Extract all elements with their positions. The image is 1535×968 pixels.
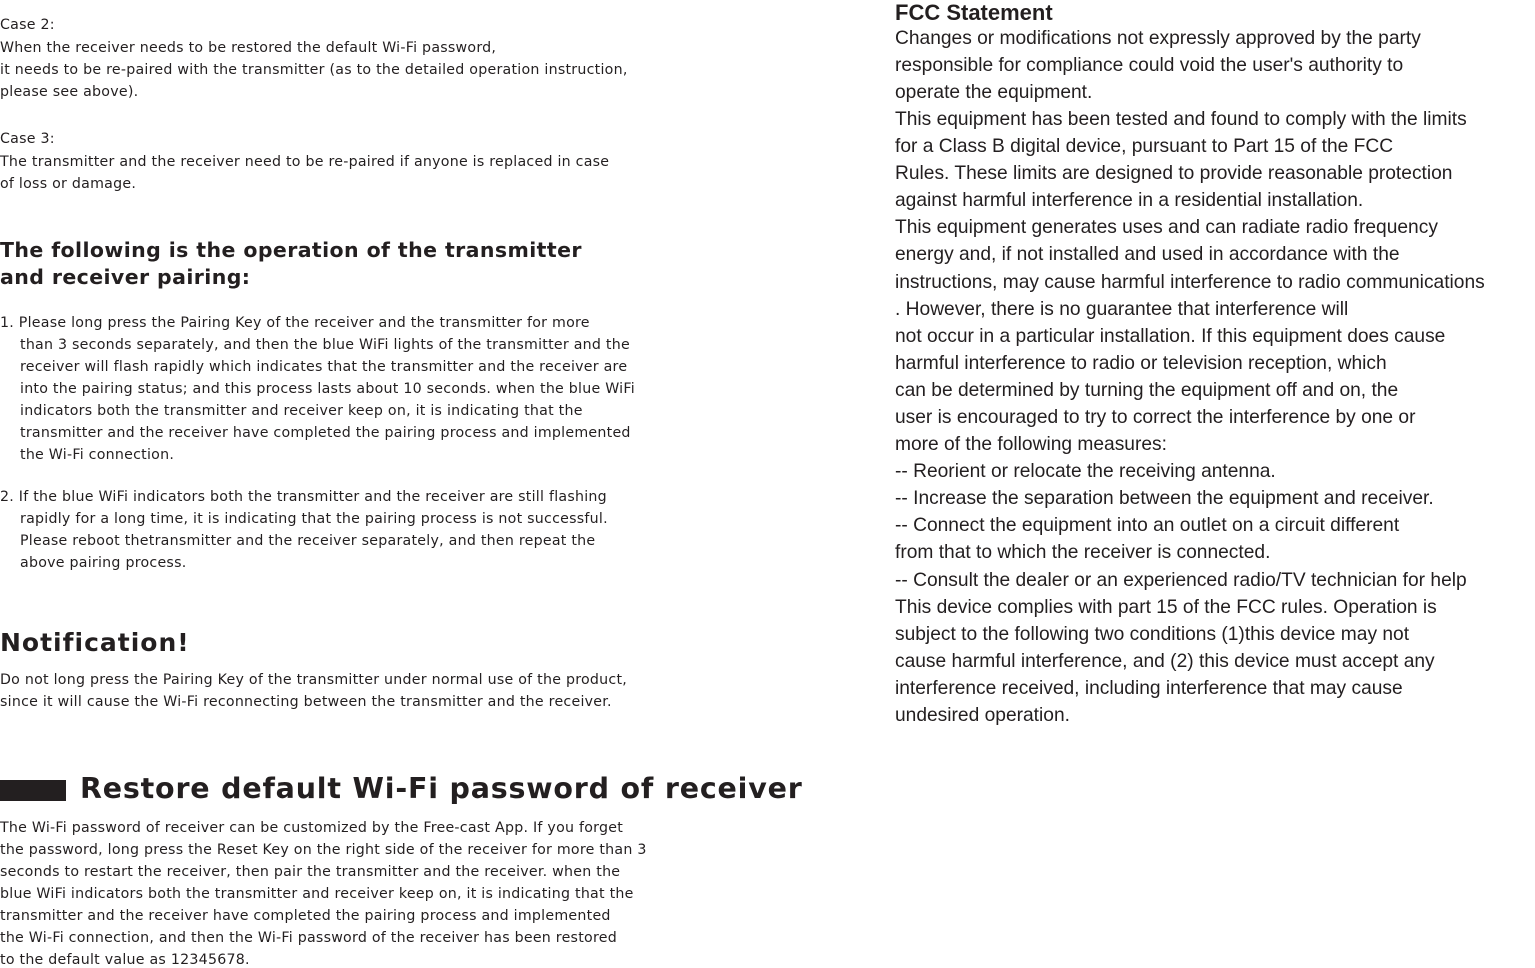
fcc-line: interference received, including interference that may cause	[895, 678, 1403, 699]
fcc-line: . However, there is no guarantee that interference will	[895, 299, 1349, 320]
pairing-heading: The following is the operation of the transmitter	[0, 238, 582, 262]
fcc-line: energy and, if not installed and used in accordance with the	[895, 244, 1400, 265]
fcc-line: -- Connect the equipment into an outlet on a circuit different	[895, 515, 1400, 536]
case3-line: The transmitter and the receiver need to be re-paired if anyone is replaced in case	[0, 154, 610, 170]
fcc-line: more of the following measures:	[895, 434, 1167, 455]
fcc-line: subject to the following two conditions (1)this device may not	[895, 624, 1410, 645]
case2-line: it needs to be re-paired with the transmitter (as to the detailed operation instruction,	[0, 62, 628, 78]
pairing-step1-line: the Wi-Fi connection.	[20, 447, 175, 463]
case3-title: Case 3:	[0, 131, 55, 147]
restore-line: seconds to restart the receiver, then pair the transmitter and the receiver. when the	[0, 864, 621, 880]
notification-line: since it will cause the Wi-Fi reconnecting between the transmitter and the receiver.	[0, 694, 612, 710]
case2-title: Case 2:	[0, 17, 55, 33]
pairing-step1-line: receiver will flash rapidly which indicates that the transmitter and the receiver are	[20, 359, 628, 375]
fcc-line: -- Reorient or relocate the receiving antenna.	[895, 461, 1276, 482]
fcc-line: -- Increase the separation between the equipment and receiver.	[895, 488, 1434, 509]
pairing-step1-line: indicators both the transmitter and receiver keep on, it is indicating that the	[20, 403, 583, 419]
fcc-line: cause harmful interference, and (2) this device must accept any	[895, 651, 1435, 672]
notification-title: Notification!	[0, 628, 190, 657]
restore-title: Restore default Wi-Fi password of receiver	[80, 772, 803, 805]
fcc-line: This equipment has been tested and found to comply with the limits	[895, 109, 1467, 130]
pairing-step1-line: 1. Please long press the Pairing Key of the receiver and the transmitter for more	[0, 315, 590, 331]
restore-line: the password, long press the Reset Key on the right side of the receiver for more than 3	[0, 842, 647, 858]
notification-line: Do not long press the Pairing Key of the transmitter under normal use of the product,	[0, 672, 628, 688]
restore-line: The Wi-Fi password of receiver can be customized by the Free-cast App. If you forget	[0, 820, 624, 836]
case3-line: of loss or damage.	[0, 176, 137, 192]
fcc-line: can be determined by turning the equipment off and on, the	[895, 380, 1399, 401]
fcc-line: from that to which the receiver is connected.	[895, 542, 1271, 563]
restore-line: to the default value as 12345678.	[0, 952, 250, 968]
pairing-step2-line: above pairing process.	[20, 555, 187, 571]
fcc-title: FCC Statement	[895, 0, 1053, 25]
pairing-step1-line: than 3 seconds separately, and then the blue WiFi lights of the transmitter and the	[20, 337, 630, 353]
restore-line: blue WiFi indicators both the transmitter and receiver keep on, it is indicating that the	[0, 886, 634, 902]
restore-line: the Wi-Fi connection, and then the Wi-Fi password of the receiver has been restored	[0, 930, 617, 946]
pairing-step2-line: Please reboot thetransmitter and the receiver separately, and then repeat the	[20, 533, 596, 549]
fcc-line: -- Consult the dealer or an experienced radio/TV technician for help	[895, 570, 1467, 591]
fcc-line: instructions, may cause harmful interference to radio communications	[895, 272, 1485, 293]
case2-line: please see above).	[0, 84, 139, 100]
section-marker-bar	[0, 780, 66, 801]
pairing-step1-line: transmitter and the receiver have completed the pairing process and implemented	[20, 425, 631, 441]
pairing-heading: and receiver pairing:	[0, 265, 251, 289]
fcc-line: This device complies with part 15 of the FCC rules. Operation is	[895, 597, 1437, 618]
fcc-line: against harmful interference in a residential installation.	[895, 190, 1364, 211]
pairing-step2-line: 2. If the blue WiFi indicators both the transmitter and the receiver are still flashing	[0, 489, 607, 505]
fcc-line: This equipment generates uses and can radiate radio frequency	[895, 217, 1438, 238]
case2-line: When the receiver needs to be restored the default Wi-Fi password,	[0, 40, 497, 56]
fcc-line: responsible for compliance could void the user's authority to	[895, 55, 1404, 76]
pairing-step1-line: into the pairing status; and this process lasts about 10 seconds. when the blue WiFi	[20, 381, 635, 397]
fcc-line: Changes or modifications not expressly approved by the party	[895, 28, 1421, 49]
fcc-line: Rules. These limits are designed to provide reasonable protection	[895, 163, 1453, 184]
fcc-line: undesired operation.	[895, 705, 1070, 726]
fcc-line: user is encouraged to try to correct the interference by one or	[895, 407, 1416, 428]
fcc-line: harmful interference to radio or television reception, which	[895, 353, 1387, 374]
fcc-line: for a Class B digital device, pursuant to Part 15 of the FCC	[895, 136, 1394, 157]
pairing-step2-line: rapidly for a long time, it is indicating that the pairing process is not successful.	[20, 511, 608, 527]
fcc-line: operate the equipment.	[895, 82, 1093, 103]
fcc-line: not occur in a particular installation. If this equipment does cause	[895, 326, 1446, 347]
restore-line: transmitter and the receiver have completed the pairing process and implemented	[0, 908, 611, 924]
